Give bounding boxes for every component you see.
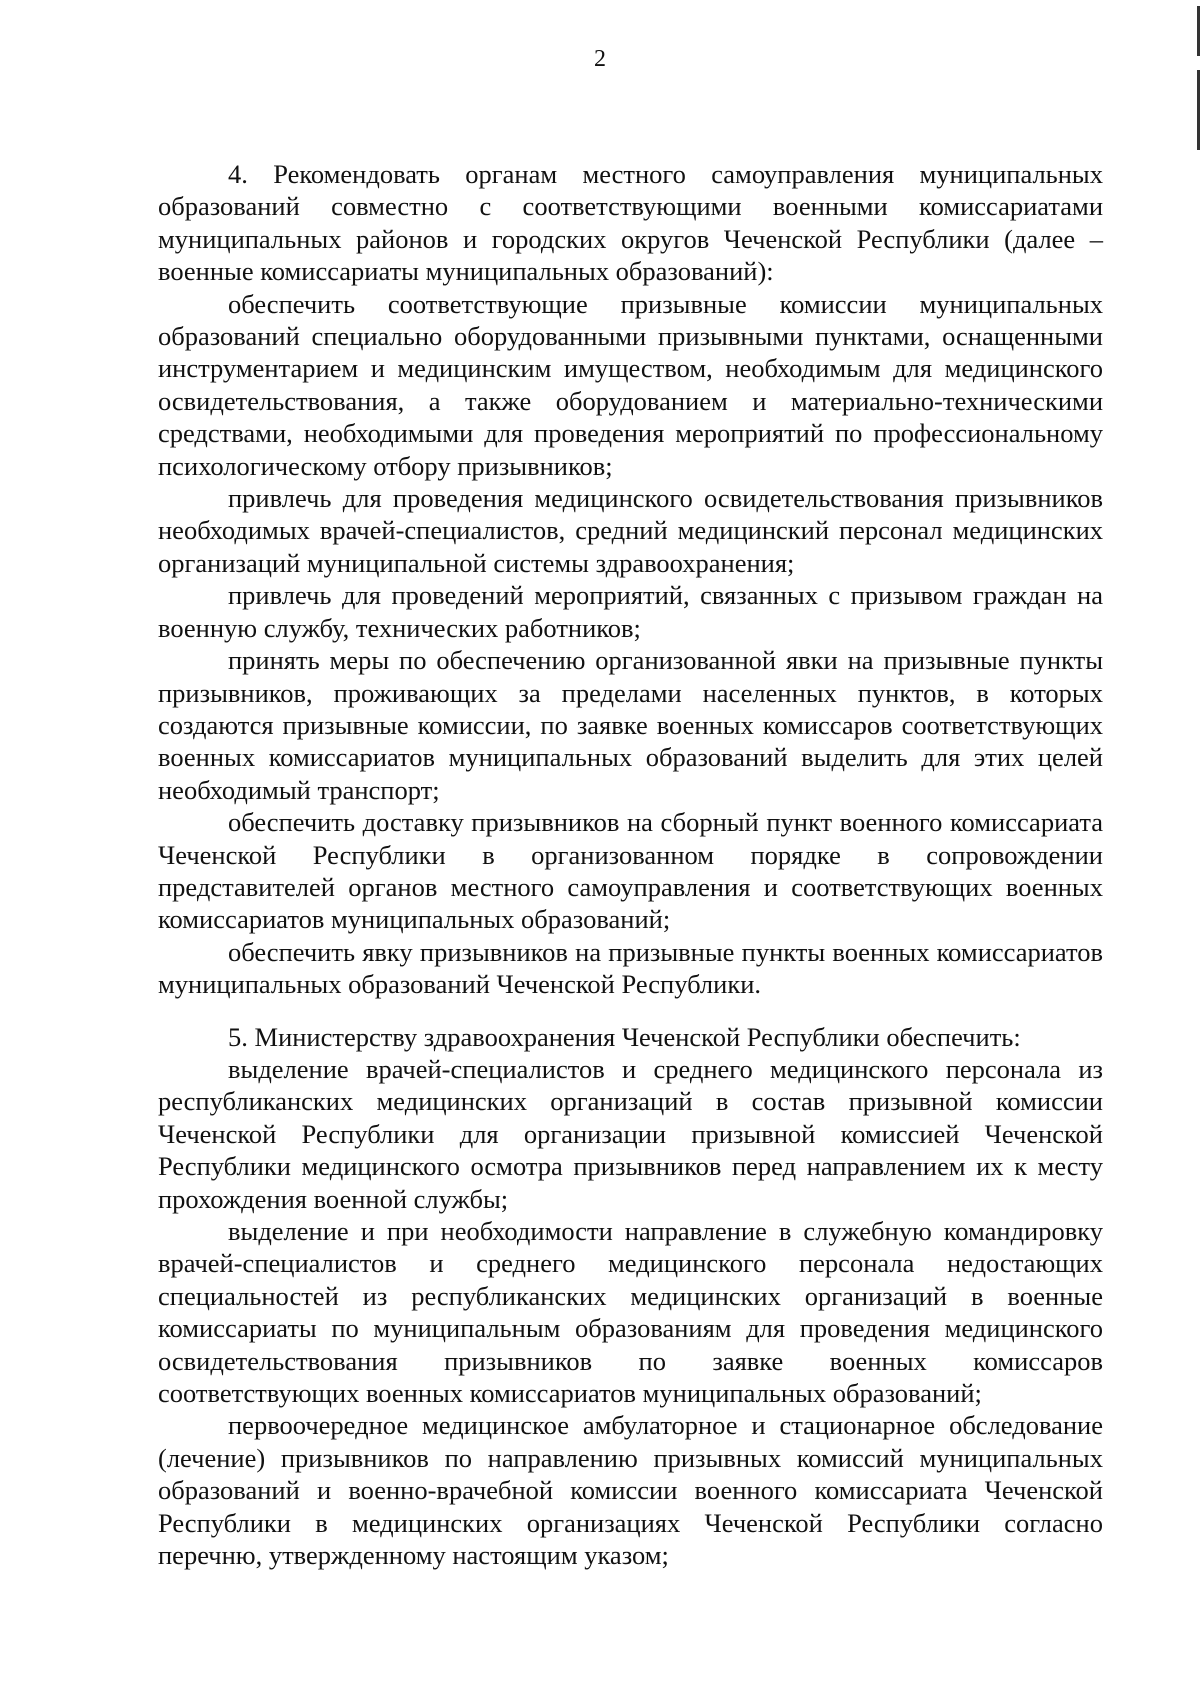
paragraph-arrange-transport: принять меры по обеспечению организованной явки на призывные пункты призывников, проживающих за пределами населенных пунктов, в которых создаются призывные комиссии, по заявке военных комиссаров соответствующих военных комиссариатов муниципальных образований выделить для этих целей необходимый транспорт;: [158, 645, 1103, 805]
paragraph-business-trip: выделение и при необходимости направление в служебную командировку врачей-специалистов и среднего медицинского персонала недостающих специальностей из республиканских медицинских организаций в военные комиссариаты по муниципальным образованиям для проведения медицинского освидетельствования призывников по заявке военных комиссаров соответствующих военных комиссариатов муниципальных образований;: [158, 1216, 1103, 1409]
paragraph-involve-doctors: привлечь для проведения медицинского освидетельствования призывников необходимых врачей-специалистов, средний медицинский персонал медицинских организаций муниципальной системы здравоохранения;: [158, 483, 1103, 578]
paragraph-involve-technical-staff: привлечь для проведений мероприятий, связанных с призывом граждан на военную службу, технических работников;: [158, 580, 1103, 643]
scan-edge-marks: [1196, 0, 1200, 160]
paragraph-assign-medical-staff: выделение врачей-специалистов и среднего медицинского персонала из республиканских медицинских организаций в состав призывной комиссии Чеченской Республики для организации призывной комиссией Чеченской Республики медицинского осмотра призывников перед направлением их к месту прохождения военной службы;: [158, 1053, 1103, 1214]
paragraph-ensure-delivery: обеспечить доставку призывников на сборный пункт военного комиссариата Чеченской Республики в организованном порядке в сопровождении представителей органов местного самоуправления и соответствующих военных комиссариатов муниципальных образований;: [158, 807, 1103, 935]
paragraph-priority-examination: первоочередное медицинское амбулаторное и стационарное обследование (лечение) призывников по направлению призывных комиссий муниципальных образований и военно-врачебной комиссии военного комиссариата Чеченской Республики в медицинских организациях Чеченской Республики согласно перечню, утвержденному настоящим указом;: [158, 1410, 1103, 1571]
paragraph-provide-facilities: обеспечить соответствующие призывные комиссии муниципальных образований специально оборудованными призывными пунктами, оснащенными инструментарием и медицинским имуществом, необходимым для медицинского освидетельствования, а также оборудованием и материально-техническими средствами, необходимыми для проведения мероприятий по профессиональному психологическому отбору призывников;: [158, 288, 1103, 481]
document-body: [158, 158, 1103, 1571]
page-number: 2: [594, 46, 606, 72]
paragraph-item-4: 4. Рекомендовать органам местного самоуправления муниципальных образований совместно с соответствующими военными комиссариатами муниципальных районов и городских округов Чеченской Республики (далее – военные комиссариаты муниципальных образований):: [158, 159, 1103, 287]
paragraph-item-5: 5. Министерству здравоохранения Чеченской Республики обеспечить:: [228, 1021, 1021, 1052]
paragraph-ensure-attendance: обеспечить явку призывников на призывные пункты военных комиссариатов муниципальных образований Чеченской Республики.: [158, 936, 1103, 1000]
